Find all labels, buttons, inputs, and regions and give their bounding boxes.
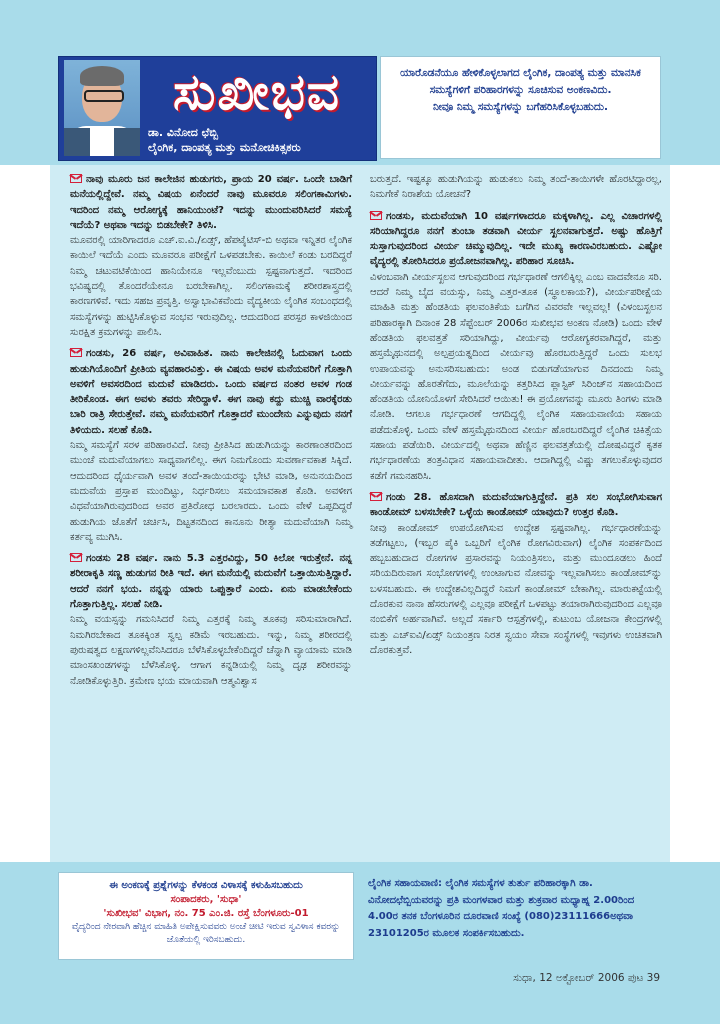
left-column (70, 172, 352, 695)
question-5: ಗಂಡು 28. ಹೊಸದಾಗಿ ಮದುವೆಯಾಗುತ್ತಿದ್ದೇನೆ. ಪ್ರತಿ ಸಲ ಸಂಭೋಗಿಸುವಾಗ ಕಾಂಡೋಮ್ ಬಳಸಬೇಕೇ? ಒಳ್ಳೆಯ ಕಾಂಡೋಮ್ ಯಾವುದು? ಉತ್ತರ ಕೊಡಿ. (370, 491, 662, 519)
envelope-icon (370, 211, 382, 220)
intro-box (380, 56, 661, 159)
author-name: ಡಾ. ವಿನೋದ ಛೆಬ್ಬಿ (148, 126, 218, 139)
question-1: ನಾವು ಮೂರು ಜನ ಕಾಲೇಜಿನ ಹುಡುಗರು, ಪ್ರಾಯ 20 ವರ್ಷ. ಒಂದೇ ಬಾಡಿಗೆ ಮನೆಯಲ್ಲಿದ್ದೇವೆ. ನಮ್ಮ ವಿಷಯ ಏನೆಂದರೆ ನಾವು ಮೂವರೂ ಸಲಿಂಗಕಾಮಿಗಳು. ಇದರಿಂದ ನಮ್ಮ ಆರೋಗ್ಯಕ್ಕೆ ಹಾನಿಯುಂಟೆ? ಇದನ್ನು ಮುಂದುವರಿಸಿದರೆ ಸಮಸ್ಯೆ ಇದೆಯೆ? ಅಥವಾ ಇದನ್ನು ಬಿಡಬೇಕೇ? ತಿಳಿಸಿ. (70, 174, 352, 231)
answer-5: ನೀವು ಕಾಂಡೋಮ್ ಉಪಯೋಗಿಸುವ ಉದ್ದೇಶ ಸ್ಪಷ್ಟವಾಗಿಲ್ಲ. ಗರ್ಭಧಾರಣೆಯನ್ನು ತಡೆಗಟ್ಟಲು, (ಇಬ್ಬರ ಪೈಕಿ ಒಬ್ಬರಿಗೆ ಲೈಂಗಿಕ ರೋಗವಿರುವಾಗ) ಲೈಂಗಿಕ ಸಂಪರ್ಕದಿಂದ ಹಬ್ಬಬಹುದಾದ ರೋಗಗಳ ಪ್ರಸಾರವನ್ನು ನಿಯಂತ್ರಿಸಲು, ಮತ್ತು ಮುಂದೂಡಲು ಹಿಂದೆ ಸರಿಯದಿರುವಾಗ ಸಂಭೋಗಗಳಲ್ಲಿ ಉಂಟಾಗುವ ನೋವನ್ನು ಇಲ್ಲವಾಗಿಸಲು ಕಾಂಡೋಮ್‌ನ್ನು ಬಳಸಬಹುದು. ಈ ಉದ್ದೇಶವಿಲ್ಲದಿದ್ದರೆ ನಿಮಗೆ ಕಾಂಡೋಮ್ ಬೇಕಾಗಿಲ್ಲ. ಮಾರುಕಟ್ಟೆಯಲ್ಲಿ ದೊರಕುವ ನಾನಾ ಹೆಸರುಗಳಲ್ಲಿ ಎಲ್ಲವೂ ಪರೀಕ್ಷೆಗೆ ಒಳಪಟ್ಟು ತಯಾರಾಗಿರುವುದರಿಂದ ಎಲ್ಲವೂ ನಂಬಿಕೆಗೆ ಅರ್ಹವಾಗಿವೆ. ಅಲ್ಲದೆ ಸರ್ಕಾರಿ ಆಸ್ಪತ್ರೆಗಳಲ್ಲಿ, ಕುಟುಂಬ ಯೋಜನಾ ಕೇಂದ್ರಗಳಲ್ಲಿ ಮತ್ತು ಎಚ್‌ಐವಿ/ಏಡ್ಸ್ ನಿಯಂತ್ರಣ ನಿರತ ಸ್ವಯಂ ಸೇವಾ ಸಂಸ್ಥೆಗಳಲ್ಲಿ ಇವುಗಳು ಉಚಿತವಾಗಿ ದೊರಕುತ್ತವೆ. (370, 522, 662, 656)
author-photo (64, 60, 140, 156)
contact-note: ವೈದ್ಯರಿಂದ ನೇರವಾಗಿ ಹೆಚ್ಚಿನ ಮಾಹಿತಿ ಅಪೇಕ್ಷಿಸುವವರು ಅಂಚೆ ಚೀಟಿ ಇರುವ ಸ್ವವಿಳಾಸ ಕವರನ್ನು ಜೊತೆಯಲ್ಲಿ ಇರಿಸಬಹುದು. (71, 922, 341, 945)
envelope-icon (70, 348, 82, 357)
answer-2: ನಿಮ್ಮ ಸಮಸ್ಯೆಗೆ ಸರಳ ಪರಿಹಾರವಿದೆ. ನೀವು ಪ್ರೀತಿಸಿದ ಹುಡುಗಿಯನ್ನು ಕಾರಣಾಂತರದಿಂದ ಮುಂಚೆ ಮದುವೆಯಾಗಲು ಸಾಧ್ಯವಾಗಲಿಲ್ಲ. ಈಗ ನಿಮಗೊಂದು ಸುವರ್ಣಾವಕಾಶ ಸಿಕ್ಕಿದೆ. ಆದುದರಿಂದ ಧೈರ್ಯವಾಗಿ ಅವಳ ತಂದೆ-ತಾಯಿಯರನ್ನು ಭೇಟಿ ಮಾಡಿ, ಅನುನಯದಿಂದ ಮದುವೆಯ ಪ್ರಸ್ತಾಪ ಮುಂದಿಟ್ಟು, ನಿರ್ಧರಿಸಲು ಸಮಯಾವಕಾಶ ಕೊಡಿ. ಅವಳೀಗ ವಿಧವೆಯಾಗಿರುವುದರಿಂದ ಅವರ ಪ್ರತಿರೋಧ ಬರಲಾರದು. ಒಂದು ವೇಳೆ ಒಪ್ಪದಿದ್ದರೆ ಹುಡುಗಿಯ ಜೊತೆಗೆ ಚರ್ಚಿಸಿ, ದಿಟ್ಟತನದಿಂದ ಕಾನೂನು ರೀತ್ಯಾ ಮದುವೆಯಾಗಿ ನಿಮ್ಮ ಕರ್ತವ್ಯ ಮುಗಿಸಿ. (70, 440, 352, 543)
answer-3: ನಿಮ್ಮ ವಯಸ್ಸನ್ನು ಗಮನಿಸಿದರೆ ನಿಮ್ಮ ಎತ್ತರಕ್ಕೆ ನಿಮ್ಮ ತೂಕವು ಸರಿಸುಮಾರಾಗಿದೆ. ನಿಮಗಿರಬೇಕಾದ ತೂಕಕ್ಕಿಂತ ಸ್ವಲ್ಪ ಕಡಿಮೆ ಇರಬಹುದು. ಇನ್ನು, ನಿಮ್ಮ ಶರೀರದಲ್ಲಿ ಪುರುಷತ್ವದ ಲಕ್ಷಣಗಳಿಲ್ಲವೆನಿಸಿದರೂ ಬೆಳೆಸಿಕೊಳ್ಳಬೇಕೆಂದಿದ್ದರೆ ಚೆನ್ನಾಗಿ ವ್ಯಾಯಾಮ ಮಾಡಿ ಮಾಂಸಖಂಡಗಳನ್ನು ಬೆಳೆಸಿಕೊಳ್ಳಿ. ಆಗಾಗ ಕನ್ನಡಿಯಲ್ಲಿ ನಿಮ್ಮ ದೃಢ ಶರೀರವನ್ನು ನೋಡಿಕೊಳ್ಳುತ್ತಿರಿ. ಕ್ರಮೇಣ ಭಯ ಮಾಯವಾಗಿ ಆತ್ಮವಿಶ್ವಾಸ (70, 614, 352, 687)
author-title: ಲೈಂಗಿಕ, ದಾಂಪತ್ಯ ಮತ್ತು ಮನೋಚಿಕಿತ್ಸಕರು (148, 141, 301, 154)
answer-1: ಮೂವರಲ್ಲಿ ಯಾರಿಗಾದರೂ ಎಚ್.ಐ.ವಿ./ಏಡ್ಸ್, ಹೆಪಟೈಟಿಸ್-ಬಿ ಅಥವಾ ಇನ್ನಿತರ ಲೈಂಗಿಕ ಕಾಯಿಲೆ ಇದೆಯೆ ಎಂದು ಮೂವರೂ ಪರೀಕ್ಷೆಗೆ ಒಳಪಡಬೇಕು. ಕಾಯಿಲೆ ಕಂಡು ಬರದಿದ್ದರೆ ನಿಮ್ಮ ಚಟುವಟಿಕೆಯಿಂದ ಹಾನಿಯೇನೂ ಇಲ್ಲವೆಂಬುದು ಸ್ಪಷ್ಟವಾಗುತ್ತದೆ. ಇದರಿಂದ ಭವಿಷ್ಯದಲ್ಲಿ ತೊಂದರೆಯೇನೂ ಬರಬೇಕಾಗಿಲ್ಲ. ಸಲಿಂಗಕಾಮಕ್ಕೆ ಶರೀರಶಾಸ್ತ್ರದಲ್ಲಿ ಕಾರಣಗಳಿವೆ. ಇದು ಸಹಜ ಪ್ರವೃತ್ತಿ. ಅಸ್ವಾಭಾವಿಕವೆಂದು ವೈದ್ಯಕೀಯ ಲೈಂಗಿಕ ಸಂಬಂಧದಲ್ಲಿ ಸಮಸ್ಯೆಗಳನ್ನು ಹುಟ್ಟಿಸಿಕೊಳ್ಳುವ ಸಂಭವ ಇರುವುದಿಲ್ಲ. ಆದುದರಿಂದ ಪರಸ್ಪರ ಕಾಳಜಿಯಿಂದ ಸುರಕ್ಷಿತ ಕ್ರಮಗಳನ್ನು ಪಾಲಿಸಿ. (70, 235, 352, 338)
helpline-info: ಲೈಂಗಿಕ ಸಹಾಯವಾಣಿ: ಲೈಂಗಿಕ ಸಮಸ್ಯೆಗಳ ತುರ್ತು ಪರಿಹಾರಕ್ಕಾಗಿ ಡಾ. ವಿನೋದಛೆಬ್ಬಿಯವರನ್ನು ಪ್ರತಿ ಮಂಗಳವಾರ ಮತ್ತು ಶುಕ್ರವಾರ ಮಧ್ಯಾಹ್ನ 2.00ರಿಂದ 4.00ರ ತನಕ ಬೆಂಗಳೂರಿನ ದೂರವಾಣಿ ಸಂಖ್ಯೆ (080)23111666ಅಥವಾ 23101205ರ ಮೂಲಕ ಸಂಪರ್ಕಿಸಬಹುದು. (368, 878, 635, 939)
author-byline (148, 125, 368, 155)
column-title: ಸುಖೀಭವ (173, 62, 341, 121)
intro-text: ಯಾರೊಡನೆಯೂ ಹೇಳಿಕೊಳ್ಳಲಾಗದ ಲೈಂಗಿಕ, ದಾಂಪತ್ಯ ಮತ್ತು ಮಾನಸಿಕ ಸಮಸ್ಯೆಗಳಿಗೆ ಪರಿಹಾರಗಳನ್ನು ಸೂಚಿಸುವ ಅಂಕಣವಿದು. (400, 67, 641, 96)
question-2: ಗಂಡಸು, 26 ವರ್ಷ, ಅವಿವಾಹಿತ. ನಾನು ಕಾಲೇಜಿನಲ್ಲಿ ಓದುವಾಗ ಒಂದು ಹುಡುಗಿಯೊಂದಿಗೆ ಪ್ರೀತಿಯ ವ್ಯವಹಾರವಿತ್ತು. ಈ ವಿಷಯ ಅವಳ ಮನೆಯವರಿಗೆ ಗೊತ್ತಾಗಿ ಅವಳಿಗೆ ಅವಸರದಿಂದ ಮದುವೆ ಮಾಡಿದರು. ಒಂದು ವರ್ಷದ ನಂತರ ಅವಳ ಗಂಡ ತೀರಿಕೊಂಡ. ಈಗ ಅವಳು ತವರು ಸೇರಿದ್ದಾಳೆ. ಈಗ ನಾವು ಕದ್ದು ಮುಚ್ಚಿ ವಾರಕ್ಕೆರಡು ಬಾರಿ ರಾತ್ರಿ ಸೇರುತ್ತೇವೆ. ನಮ್ಮ ಮನೆಯವರಿಗೆ ಗೊತ್ತಾದರೆ ಮುಂದೇನು ಎನ್ನುವುದು ನನಗೆ ತಿಳಿಯದು. ಸಲಹೆ ಕೊಡಿ. (70, 348, 352, 436)
envelope-icon (70, 174, 82, 183)
contact-intro: ಈ ಅಂಕಣಕ್ಕೆ ಪ್ರಶ್ನೆಗಳನ್ನು ಕೆಳಕಂಡ ವಿಳಾಸಕ್ಕೆ ಕಳುಹಿಸಬಹುದು (109, 880, 303, 891)
contact-address: 'ಸುಖೀಭವ' ವಿಭಾಗ, ನಂ. 75 ಎಂ.ಜಿ. ರಸ್ತೆ ಬೆಂಗಳೂರು-01 (103, 908, 309, 919)
answer-3-continued: ಬರುತ್ತದೆ. ಇಷ್ಟಕ್ಕೂ ಹುಡುಗಿಯನ್ನು ಹುಡುಕಲು ನಿಮ್ಮ ತಂದೆ-ತಾಯಿಗಳೇ ಹೊರಟಿದ್ದಾರಲ್ಲ, ನಿಮಗೇಕೆ ನಿರಾಶೆಯ ಯೋಚನೆ? (370, 174, 662, 201)
question-4: ಗಂಡಸು, ಮದುವೆಯಾಗಿ 10 ವರ್ಷಗಳಾದರೂ ಮಕ್ಕಳಾಗಿಲ್ಲ. ಎಲ್ಲ ವಿಚಾರಗಳಲ್ಲಿ ಸರಿಯಾಗಿದ್ದರೂ ನನಗೆ ತುಂಬಾ ತಡವಾಗಿ ವೀರ್ಯ ಸ್ಖಲನವಾಗುತ್ತದೆ. ಅಷ್ಟು ಹೊತ್ತಿಗೆ ಸುಸ್ತಾಗುವುದರಿಂದ ವೀರ್ಯ ಚಿಮ್ಮುವುದಿಲ್ಲ. ಇದೇ ಮುಖ್ಯ ಕಾರಣವಿರಬಹುದು. ಎಷ್ಟೋ ವೈದ್ಯರಲ್ಲಿ ತೋರಿಸಿದರೂ ಪ್ರಯೋಜನವಾಗಿಲ್ಲ. ಪರಿಹಾರ ಸೂಚಿಸಿ. (370, 210, 662, 268)
question-3: ಗಂಡಸು 28 ವರ್ಷ. ನಾನು 5.3 ಎತ್ತರವಿದ್ದು, 50 ಕಿಲೋ ಇರುತ್ತೇನೆ. ನನ್ನ ಶರೀರಾಕೃತಿ ಸಣ್ಣ ಹುಡುಗನ ರೀತಿ ಇದೆ. ಈಗ ಮನೆಯಲ್ಲಿ ಮದುವೆಗೆ ಒತ್ತಾಯಿಸುತ್ತಿದ್ದಾರೆ. ಆದರೆ ನನಗೆ ಭಯ. ನನ್ನನ್ನು ಯಾರು ಒಪ್ಪುತ್ತಾರೆ ಎಂದು. ಏನು ಮಾಡಬೇಕೆಂದು ಗೊತ್ತಾಗುತ್ತಿಲ್ಲ. ಸಲಹೆ ನೀಡಿ. (70, 553, 352, 611)
page-number: ಸುಧಾ, 12 ಅಕ್ಟೋಬರ್ 2006 ಪುಟ 39 (513, 972, 660, 984)
contact-box (58, 872, 354, 960)
answer-4: ವಿಳಂಬವಾಗಿ ವೀರ್ಯಸ್ಖಲನ ಆಗುವುದರಿಂದ ಗರ್ಭಧಾರಣೆ ಆಗಲಿಕ್ಕಿಲ್ಲ ಎಂಬ ವಾದವೇನೂ ಸರಿ. ಆದರೆ ನಿಮ್ಮ ಬೈದ ವಯಸ್ಸು, ನಿಮ್ಮ ಎತ್ತರ-ತೂಕ (ಸ್ಥೂಲಕಾಯ?), ವೀರ್ಯಪರೀಕ್ಷೆಯ ಮಾಹಿತಿ ಮತ್ತು ಹೆಂಡತಿಯ ಫಲವಂತಿಕೆಯ ಬಗೆಗಿನ ವಿವರವೇ ಇಲ್ಲವಲ್ಲ! (ವಿಳಂಬಸ್ಖಲನ ಪರಿಹಾರಕ್ಕಾಗಿ ದಿನಾಂಕ 28 ಸೆಪ್ಟೆಂಬರ್ 2006ರ ಸುಖೀಭವ ಅಂಕಣ ನೋಡಿ) ಒಂದು ವೇಳೆ ಹೆಂಡತಿಯ ಫಲವತ್ತತೆ ಸರಿಯಾಗಿದ್ದು, ವೀರ್ಯವು ಆರೋಗ್ಯಕರವಾಗಿದ್ದರೆ, ಮತ್ತು ಹಸ್ತಮೈಥುನದಲ್ಲಿ ಅಲ್ಪಪ್ರಯತ್ನದಿಂದ ವೀರ್ಯವು ಹೊರಬರುತ್ತಿದ್ದರೆ ಒಂದು ಸುಲಭ ಉಪಾಯವನ್ನು ಅನುಸರಿಸಬಹುದು: ಅಂಡ ಬಿಡುಗಡೆಯಾಗುವ ದಿನದಂದು ನಿಮ್ಮ ವೀರ್ಯವನ್ನು ಹೊರತೆಗೆದು, ಮೂಲೆಯನ್ನು ಕತ್ತರಿಸಿದ ಪ್ಲಾಸ್ಟಿಕ್ ಸಿರಿಂಜ್‌ನ ಸಹಾಯದಿಂದ ಹೆಂಡತಿಯ ಯೋನಿಯೊಳಗೆ ಸೇರಿಸಿದರೆ ಆಯಿತು! ಈ ಪ್ರಯೋಗವನ್ನು ಮೂರು ತಿಂಗಳು ಮಾಡಿ ನೋಡಿ. ಆಗಲೂ ಗರ್ಭಧಾರಣೆ ಆಗದಿದ್ದಲ್ಲಿ ಲೈಂಗಿಕ ಸಹಾಯವಾಣಿಯ ಸಹಾಯ ಪಡೆದುಕೊಳ್ಳಿ. ಒಂದು ವೇಳೆ ಹಸ್ತಮೈಥುನದಿಂದ ವೀರ್ಯ ಹೊರಬರದಿದ್ದರೆ ಲೈಂಗಿಕ ಚಿಕಿತ್ಸೆಯ ಸಹಾಯ ಪಡೆಯಿರಿ. ವೀರ್ಯದಲ್ಲಿ ಅಥವಾ ಹೆಣ್ಣಿನ ಫಲವತ್ತತೆಯಲ್ಲಿ ದೋಷವಿದ್ದರೆ ಕೃತಕ ಗರ್ಭಧಾರಣೆಯ ತಂತ್ರವಿಧಾನ ಸಹಾಯವಾದೀತು. ಆದಾಗಿದ್ದಲ್ಲಿ ವಿಷ್ಣು ತಗಲುಕೊಳ್ಳುವುದರ ಕಡೆಗೆ ಗಮನಹರಿಸಿ. (370, 271, 662, 482)
envelope-icon (70, 553, 82, 562)
envelope-icon (370, 492, 382, 501)
contact-editor: ಸಂಪಾದಕರು, 'ಸುಧಾ' (170, 894, 242, 905)
intro-cta: ನೀವೂ ನಿಮ್ಮ ಸಮಸ್ಯೆಗಳನ್ನು ಬಗೆಹರಿಸಿಕೊಳ್ಳಬಹುದು. (432, 101, 609, 113)
right-column (370, 172, 662, 664)
